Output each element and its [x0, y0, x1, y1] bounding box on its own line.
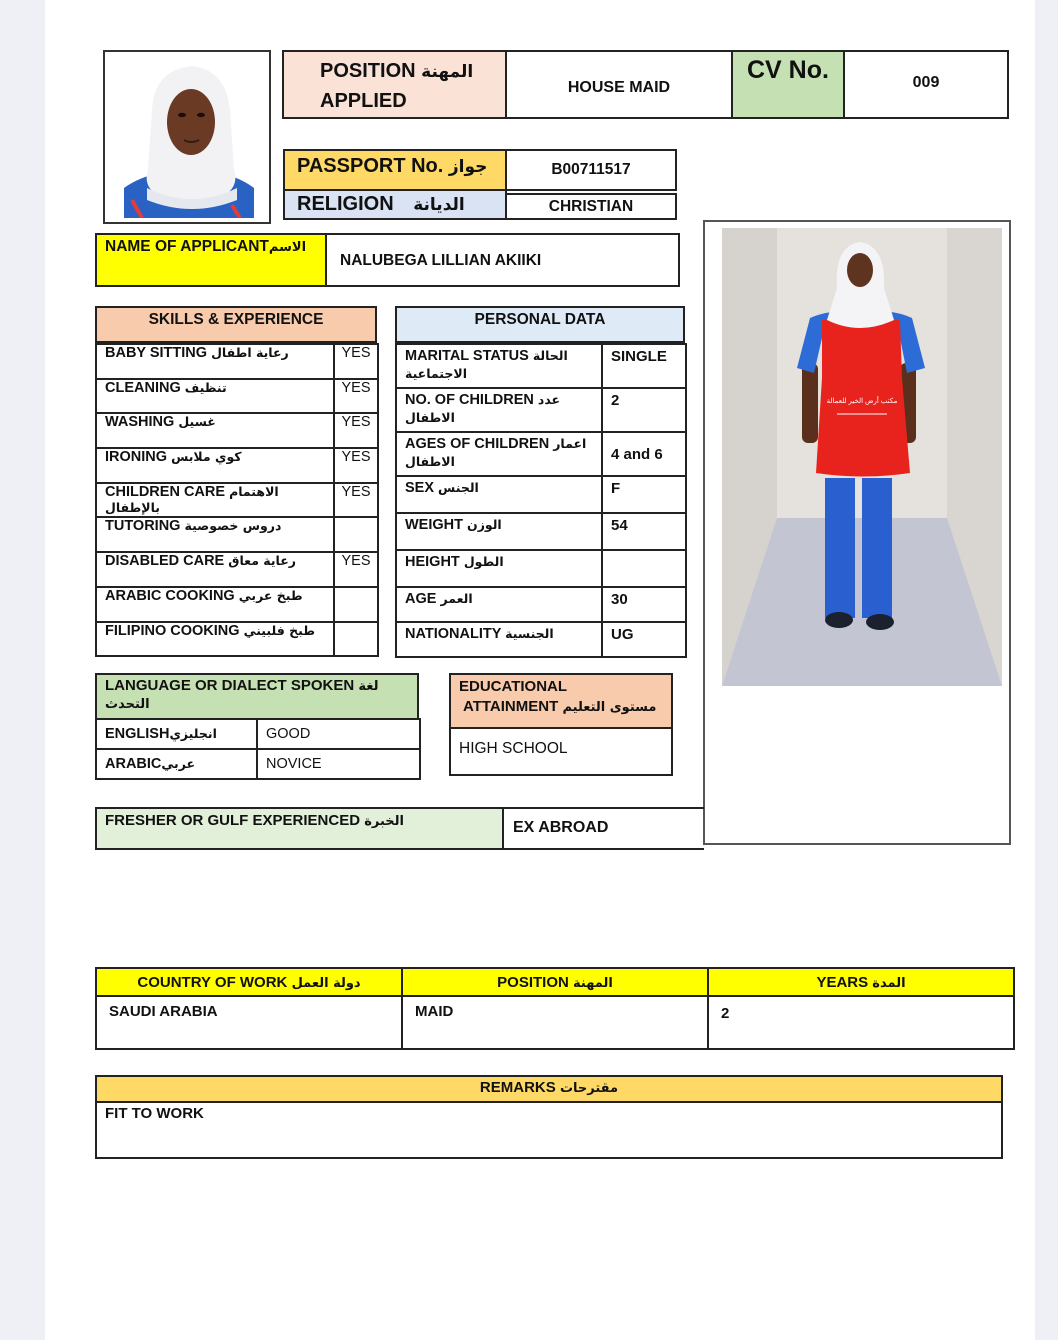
personal-value: 4 and 6 — [611, 445, 663, 463]
personal-label-en: NATIONALITY — [405, 626, 502, 642]
position-label-ar: المهنة — [421, 62, 474, 82]
skill-value: YES — [341, 553, 371, 570]
personal-label-cell — [396, 622, 602, 657]
skill-row — [96, 448, 378, 483]
skill-value-cell — [334, 552, 378, 587]
languages-title-en: LANGUAGE OR DIALECT SPOKEN — [105, 677, 355, 694]
personal-data-table — [395, 306, 685, 658]
language-label-en: ARABIC — [105, 756, 162, 772]
personal-rows — [395, 343, 687, 658]
work-history-years-cell — [708, 996, 1014, 1049]
personal-row — [396, 513, 686, 550]
skill-label-en: CLEANING — [105, 379, 181, 396]
work-header-ar: المدة — [872, 975, 906, 991]
remarks-value-cell — [95, 1101, 1003, 1159]
personal-label-cell — [396, 513, 602, 550]
languages-title-ar: لغة التحدث — [105, 679, 379, 712]
passport-label-cell — [283, 149, 507, 191]
skill-row — [96, 413, 378, 448]
work-history-position-cell — [402, 996, 708, 1049]
skill-row — [96, 344, 378, 379]
skill-value-cell — [334, 413, 378, 448]
skill-value: YES — [341, 414, 371, 431]
personal-value: F — [611, 480, 621, 497]
personal-label-en: AGE — [405, 591, 437, 607]
skill-label-cell — [96, 587, 334, 622]
skill-value: YES — [341, 483, 371, 500]
religion-label-cell — [283, 189, 507, 220]
language-label-cell — [96, 719, 257, 749]
skills-header — [95, 306, 377, 343]
experience-label-cell — [95, 807, 504, 850]
skill-label-ar: الاهتمام بالإطفال — [105, 483, 279, 515]
personal-value: SINGLE — [611, 348, 667, 365]
personal-label-en: WEIGHT — [405, 517, 463, 533]
skill-value-cell — [334, 587, 378, 622]
position-applied-value-cell — [505, 50, 733, 119]
work-header-en: POSITION — [497, 973, 569, 991]
work-history-row — [96, 996, 1014, 1049]
personal-value: 30 — [611, 591, 628, 608]
personal-label-cell — [396, 476, 602, 513]
work-header-ar: المهنة — [573, 975, 613, 991]
work-header-ar: دولة العمل — [291, 975, 361, 991]
work-header-en: COUNTRY OF WORK — [137, 973, 288, 991]
personal-label-cell — [396, 344, 602, 388]
skill-label-ar: كوي ملابس — [171, 449, 242, 465]
skill-label-ar: تنظيف — [184, 379, 227, 395]
skill-value: YES — [341, 379, 371, 396]
skill-label-en: TUTORING — [105, 518, 181, 535]
skills-title: SKILLS & EXPERIENCE — [148, 311, 324, 328]
language-level: NOVICE — [266, 756, 322, 772]
skill-row — [96, 379, 378, 414]
skill-label-en: IRONING — [105, 449, 168, 466]
applicant-name-label-cell — [95, 233, 327, 287]
skill-label-cell — [96, 448, 334, 483]
religion-value: CHRISTIAN — [548, 197, 634, 215]
work-history-grid — [95, 967, 1015, 1050]
personal-label-ar: العمر — [440, 591, 473, 606]
personal-row — [396, 622, 686, 657]
personal-value-cell — [602, 513, 686, 550]
personal-value-cell — [602, 587, 686, 622]
cv-number-label: CV No. — [747, 56, 829, 84]
personal-value-cell — [602, 344, 686, 388]
passport-label-ar: جواز — [448, 157, 488, 177]
applicant-name-value-cell — [325, 233, 680, 287]
skill-label-en: CHILDREN CARE — [105, 483, 226, 500]
applicant-name: NALUBEGA LILLIAN AKIIKI — [340, 252, 542, 269]
work-history-header — [402, 968, 708, 996]
language-label-ar: عربي — [161, 756, 196, 771]
work-history-header — [96, 968, 402, 996]
skill-value-cell — [334, 517, 378, 552]
work-history-header — [708, 968, 1014, 996]
skill-label-cell — [96, 379, 334, 414]
passport-value-cell — [505, 149, 677, 191]
personal-value-cell — [602, 622, 686, 657]
education-title-en1: EDUCATIONAL — [459, 678, 568, 695]
personal-label-ar: الجنسية — [505, 626, 554, 641]
remarks-label-ar: مقترحات — [559, 1081, 619, 1096]
skill-label-en: WASHING — [105, 414, 175, 431]
personal-title: PERSONAL DATA — [474, 311, 606, 328]
cv-number-value-cell — [843, 50, 1009, 119]
skill-row — [96, 483, 378, 518]
education-value: HIGH SCHOOL — [459, 740, 568, 757]
skill-row — [96, 587, 378, 622]
skill-label-cell — [96, 517, 334, 552]
skill-value-cell — [334, 448, 378, 483]
remarks-label-en: REMARKS — [479, 1079, 556, 1096]
personal-label-ar: الوزن — [467, 517, 502, 532]
personal-label-en: SEX — [405, 480, 435, 496]
skill-label-en: DISABLED CARE — [105, 553, 225, 570]
personal-value: UG — [611, 626, 634, 643]
experience-label-en: FRESHER OR GULF EXPERIENCED — [105, 812, 361, 829]
remarks-value: FIT TO WORK — [105, 1105, 204, 1122]
personal-row — [396, 550, 686, 587]
experience-label-ar: الخبرة — [364, 814, 404, 829]
cv-number-label-cell — [731, 50, 845, 119]
personal-label-en: NO. OF CHILDREN — [405, 392, 534, 408]
skill-row — [96, 622, 378, 657]
skill-label-en: FILIPINO COOKING — [105, 622, 240, 639]
personal-value: 54 — [611, 517, 628, 534]
religion-value-cell — [505, 193, 677, 220]
personal-label-en: MARITAL STATUS — [405, 348, 529, 364]
language-row — [96, 749, 420, 779]
personal-header — [395, 306, 685, 343]
skill-label-ar: دروس خصوصية — [184, 518, 282, 534]
cv-number-value: 009 — [912, 73, 940, 91]
position-applied-label — [282, 50, 507, 119]
position-label-en2: APPLIED — [320, 90, 407, 112]
passport-number: B00711517 — [551, 161, 631, 178]
remarks-header-cell — [95, 1075, 1003, 1103]
education-value-cell — [449, 727, 673, 776]
position-label-en: POSITION — [320, 60, 416, 82]
skill-label-cell — [96, 413, 334, 448]
position-applied-value: HOUSE MAID — [567, 78, 671, 96]
experience-value-cell — [502, 807, 704, 850]
personal-value-cell — [602, 476, 686, 513]
languages-header — [95, 673, 419, 718]
applicant-name-label-en: NAME OF APPLICANT — [105, 238, 269, 255]
skill-label-ar: رعاية اطفال — [211, 345, 289, 360]
work-history-table — [95, 967, 1013, 1050]
work-history-country: SAUDI ARABIA — [109, 1003, 218, 1020]
language-level: GOOD — [266, 726, 311, 742]
skill-label-cell — [96, 552, 334, 587]
skill-label-cell — [96, 483, 334, 518]
skill-label-cell — [96, 622, 334, 657]
skill-value-cell — [334, 622, 378, 657]
skill-label-en: ARABIC COOKING — [105, 587, 235, 604]
personal-label-cell — [396, 550, 602, 587]
personal-value-cell — [602, 550, 686, 587]
skill-value: YES — [341, 345, 371, 361]
work-history-country-cell — [96, 996, 402, 1049]
skills-rows — [95, 343, 379, 657]
education-title-en2: ATTAINMENT — [463, 698, 559, 715]
personal-row — [396, 432, 686, 476]
full-body-photo — [722, 228, 1002, 686]
language-label-ar: انجليزي — [169, 726, 217, 741]
language-label-cell — [96, 749, 257, 779]
personal-row — [396, 476, 686, 513]
languages-table — [95, 673, 419, 780]
skill-label-ar: طبخ فلبيني — [243, 622, 316, 638]
passport-photo-frame — [103, 50, 271, 224]
education-header-cell — [449, 673, 673, 729]
personal-label-en: HEIGHT — [405, 554, 460, 570]
language-level-cell — [257, 719, 420, 749]
language-level-cell — [257, 749, 420, 779]
skills-table — [95, 306, 377, 657]
skill-row — [96, 552, 378, 587]
work-history-position: MAID — [415, 1003, 454, 1020]
languages-rows — [95, 718, 421, 780]
skill-label-ar: طبخ عربي — [238, 587, 303, 603]
experience-value: EX ABROAD — [513, 819, 609, 836]
personal-value: 2 — [611, 392, 620, 409]
personal-label-cell — [396, 587, 602, 622]
passport-label-en: PASSPORT No. — [297, 155, 444, 177]
skill-label-ar: رعاية معاق — [228, 553, 296, 569]
skill-label-cell — [96, 344, 334, 379]
personal-row — [396, 344, 686, 388]
work-history-years: 2 — [721, 1005, 730, 1022]
personal-label-ar: الجنس — [438, 480, 479, 495]
personal-label-ar: اعمار الاطفال — [405, 436, 587, 469]
personal-value-cell — [602, 432, 686, 476]
education-title-ar: مستوى التعليم — [562, 700, 657, 715]
apron-text: مكتب أرض الخير للعمالة — [826, 398, 898, 405]
personal-value-cell — [602, 388, 686, 432]
skill-row — [96, 517, 378, 552]
skill-label-ar: غسيل — [178, 414, 216, 430]
personal-label-cell — [396, 432, 602, 476]
personal-row — [396, 388, 686, 432]
skill-value: YES — [341, 449, 371, 466]
skill-value-cell — [334, 483, 378, 518]
language-label-en: ENGLISH — [105, 726, 170, 742]
work-header-en: YEARS — [816, 973, 869, 991]
personal-row — [396, 587, 686, 622]
personal-label-ar: الحالة الاجتماعية — [405, 348, 568, 381]
full-body-photo-frame — [703, 220, 1011, 845]
personal-label-ar: عدد الاطفال — [405, 392, 561, 425]
language-row — [96, 719, 420, 749]
religion-label-ar: الديانة — [413, 195, 465, 215]
personal-label-cell — [396, 388, 602, 432]
skill-label-en: BABY SITTING — [105, 345, 208, 361]
skill-value-cell — [334, 344, 378, 379]
skill-value-cell — [334, 379, 378, 414]
personal-label-en: AGES OF CHILDREN — [405, 436, 550, 452]
religion-label-en: RELIGION — [297, 193, 394, 215]
applicant-name-label-ar: الاسم — [268, 240, 307, 255]
passport-photo — [122, 60, 256, 218]
personal-label-ar: الطول — [463, 554, 504, 569]
